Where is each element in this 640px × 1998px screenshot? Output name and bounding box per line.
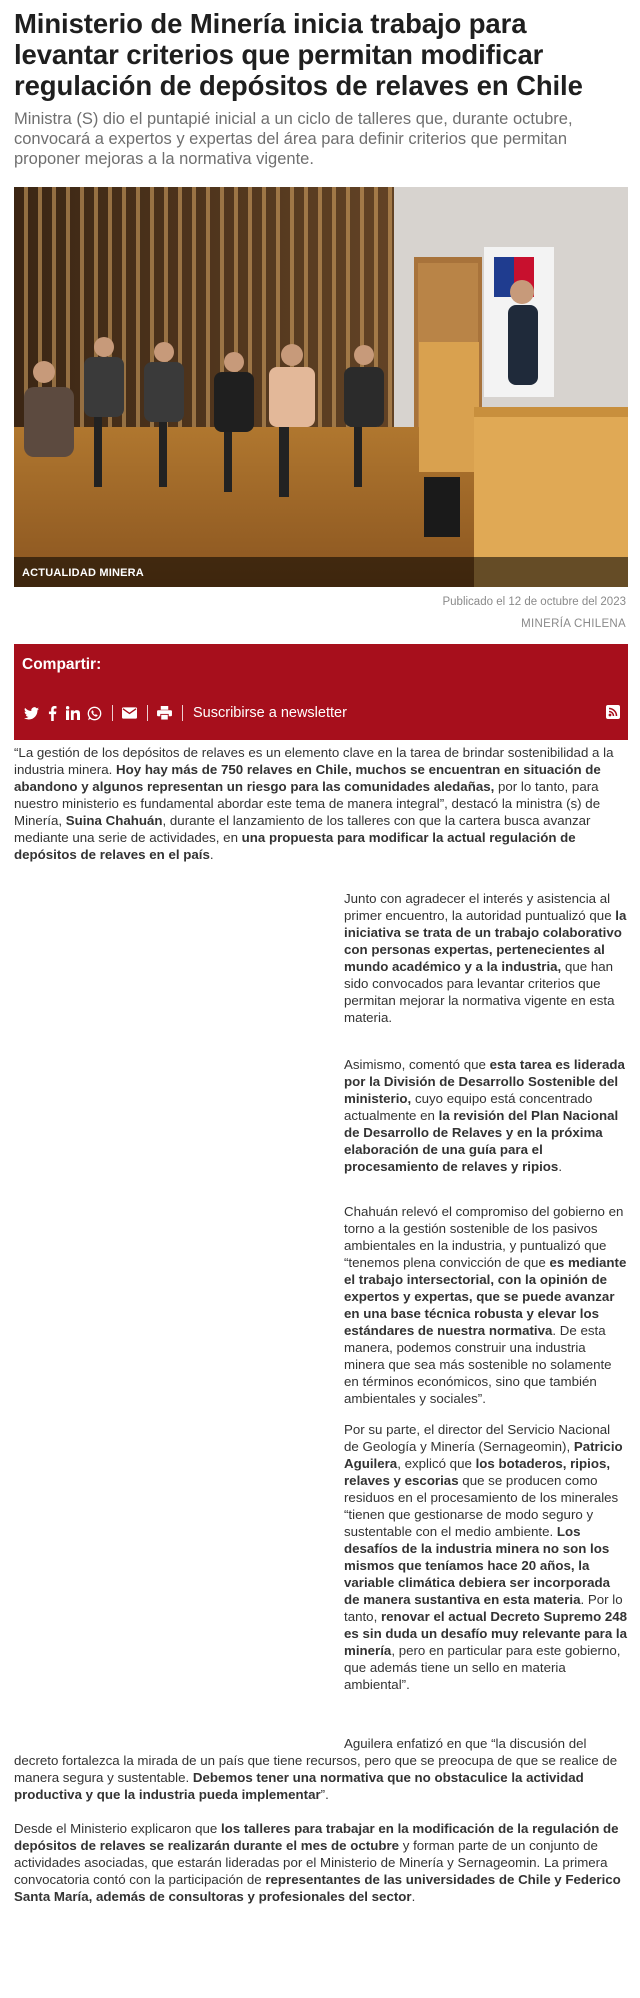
body-paragraph-3 (344, 1056, 628, 1175)
text-run: Junto con agradecer el interés y asistencia al primer encuentro, la autoridad puntualizó que (344, 891, 616, 923)
bold-text: una propuesta para modificar la actual regulación de depósitos de relaves en el país (14, 830, 576, 862)
body-paragraph-1 (14, 744, 626, 863)
text-run: , durante el lanzamiento de los talleres con que la cartera busca avanzar mediante una serie de actividades, en (14, 813, 591, 845)
body-paragraph-6-start: Aguilera enfatizó en que “la discusión del (344, 1736, 587, 1751)
bold-text: Hoy hay más de 750 relaves en Chile, muchos se encuentran en situación de abandono y algunos representan un riesgo para las comunidades aledañas, (14, 762, 601, 794)
twitter-icon[interactable] (22, 705, 40, 721)
bold-text: es mediante el trabajo intersectorial, con la opinión de expertos y expertas, que se puede avanzar en una base técnica robusta y elevar los estándares de nuestra normativa (344, 1255, 627, 1338)
photo-category-label: ACTUALIDAD MINERA (14, 557, 628, 587)
article-source: MINERÍA CHILENA (521, 618, 626, 630)
body-paragraph-7 (14, 1820, 626, 1905)
photo-illustration (14, 187, 628, 587)
bold-text: renovar el actual Decreto Supremo 248 es sin duda un desafío muy relevante para la minería (344, 1609, 628, 1658)
text-run: Asimismo, comentó que (344, 1057, 490, 1072)
text-run: “La gestión de los depósitos de relaves es un elemento clave en la tarea de brindar sostenibilidad a la industria minera. (14, 745, 614, 777)
text-run: . (411, 1889, 416, 1904)
text-run: que han sido convocados para levantar criterios que permitan mejorar la normativa vigente en esta materia. (344, 959, 615, 1025)
text-run: Chahuán relevó el compromiso del gobierno en torno a la gestión sostenible de los pasivos ambientales en la industria, y puntualizó que “tenemos plena convicción de que (344, 1204, 624, 1270)
share-divider (182, 705, 183, 721)
text-run: . Por lo tanto, (344, 1592, 623, 1624)
share-bar (14, 644, 628, 740)
bold-text: Patricio Aguilera (344, 1439, 623, 1471)
text-run: , explicó que (397, 1456, 476, 1471)
bold-text: la iniciativa se trata de un trabajo colaborativo con personas expertas, pertenecientes al mundo académico y a la industria, (344, 908, 627, 974)
text-run: . (558, 1159, 563, 1174)
email-icon[interactable] (120, 705, 138, 721)
published-date: Publicado el 12 de octubre del 2023 (442, 596, 626, 608)
bold-text: Suina Chahuán (65, 813, 163, 828)
body-paragraph-4 (344, 1203, 628, 1407)
bold-text: representantes de las universidades de Chile y Federico Santa María, además de consultoras y profesionales del sector (14, 1872, 621, 1904)
text-run: y forman parte de un conjunto de actividades asociadas, que estarán lideradas por el Ministerio de Minería y Sernageomin. La primera convocatoria contó con la participación de (14, 1838, 608, 1887)
bold-text: la revisión del Plan Nacional de Desarrollo de Relaves y en la próxima elaboración de una guía para el procesamiento de relaves y ripios (344, 1108, 619, 1174)
article-title: Ministerio de Minería inicia trabajo para levantar criterios que permitan modificar regulación de depósitos de relaves en Chile (14, 8, 583, 101)
text-run: por lo tanto, para nuestro ministerio es fundamental abordar este tema de manera integral”, destacó la ministra (s) de Minería, (14, 779, 601, 828)
text-run: decreto fortalezca la mirada de un país que tiene recursos, pero que se preocupa de que se realice de manera segura y sustentable. (14, 1753, 618, 1785)
bold-text: Debemos tener una normativa que no obstaculice la actividad productiva y que la industria pueda implementar (14, 1770, 584, 1802)
print-icon[interactable] (155, 705, 173, 721)
bold-text: los talleres para trabajar en la modificación de la regulación de depósitos de relaves se realizarán durante el mes de octubre (14, 1821, 619, 1853)
body-paragraph-2 (344, 890, 628, 1026)
text-run: . De esta manera, podemos construir una industria minera que sea más sostenible no solamente en términos económicos, sino que también ambientales y sociales”. (344, 1323, 612, 1406)
bold-text: esta tarea es liderada por la División de Desarrollo Sostenible del ministerio, (344, 1057, 625, 1106)
share-actions (22, 703, 347, 723)
facebook-icon[interactable] (43, 705, 61, 721)
text-run: . (209, 847, 214, 862)
body-paragraph-5 (344, 1421, 628, 1693)
text-run: ”. (320, 1787, 329, 1802)
article-photo (14, 187, 628, 587)
text-run: Desde el Ministerio explicaron que (14, 1821, 221, 1836)
body-paragraph-6 (14, 1752, 626, 1803)
text-run: cuyo equipo está concentrado actualmente en (344, 1091, 593, 1123)
article-subtitle: Ministra (S) dio el puntapié inicial a un ciclo de talleres que, durante octubre, convocará a expertos y expertas del área para definir criterios que permitan proponer mejoras a la normativa vigente. (14, 110, 573, 168)
share-divider (112, 705, 113, 721)
rss-icon[interactable] (606, 705, 620, 724)
linkedin-icon[interactable] (64, 705, 82, 721)
whatsapp-icon[interactable] (85, 705, 103, 721)
text-run: Por su parte, el director del Servicio Nacional de Geología y Minería (Sernageomin), (344, 1422, 611, 1454)
share-divider (147, 705, 148, 721)
share-title: Compartir: (22, 656, 102, 673)
text-run: que se producen como residuos en el procesamiento de los minerales “tienen que gestionarse de modo seguro y sustentable con el medio ambiente. (344, 1473, 619, 1539)
bold-text: Los desafíos de la industria minera no son los mismos que teníamos hace 20 años, la variable climática debiera ser incorporada de manera sustantiva en esta materia (344, 1524, 611, 1607)
bold-text: los botaderos, ripios, relaves y escorias (344, 1456, 611, 1488)
newsletter-link[interactable]: Suscribirse a newsletter (193, 705, 347, 721)
text-run: , pero en particular para este gobierno, que además tiene un sello en materia ambiental”. (344, 1643, 621, 1692)
